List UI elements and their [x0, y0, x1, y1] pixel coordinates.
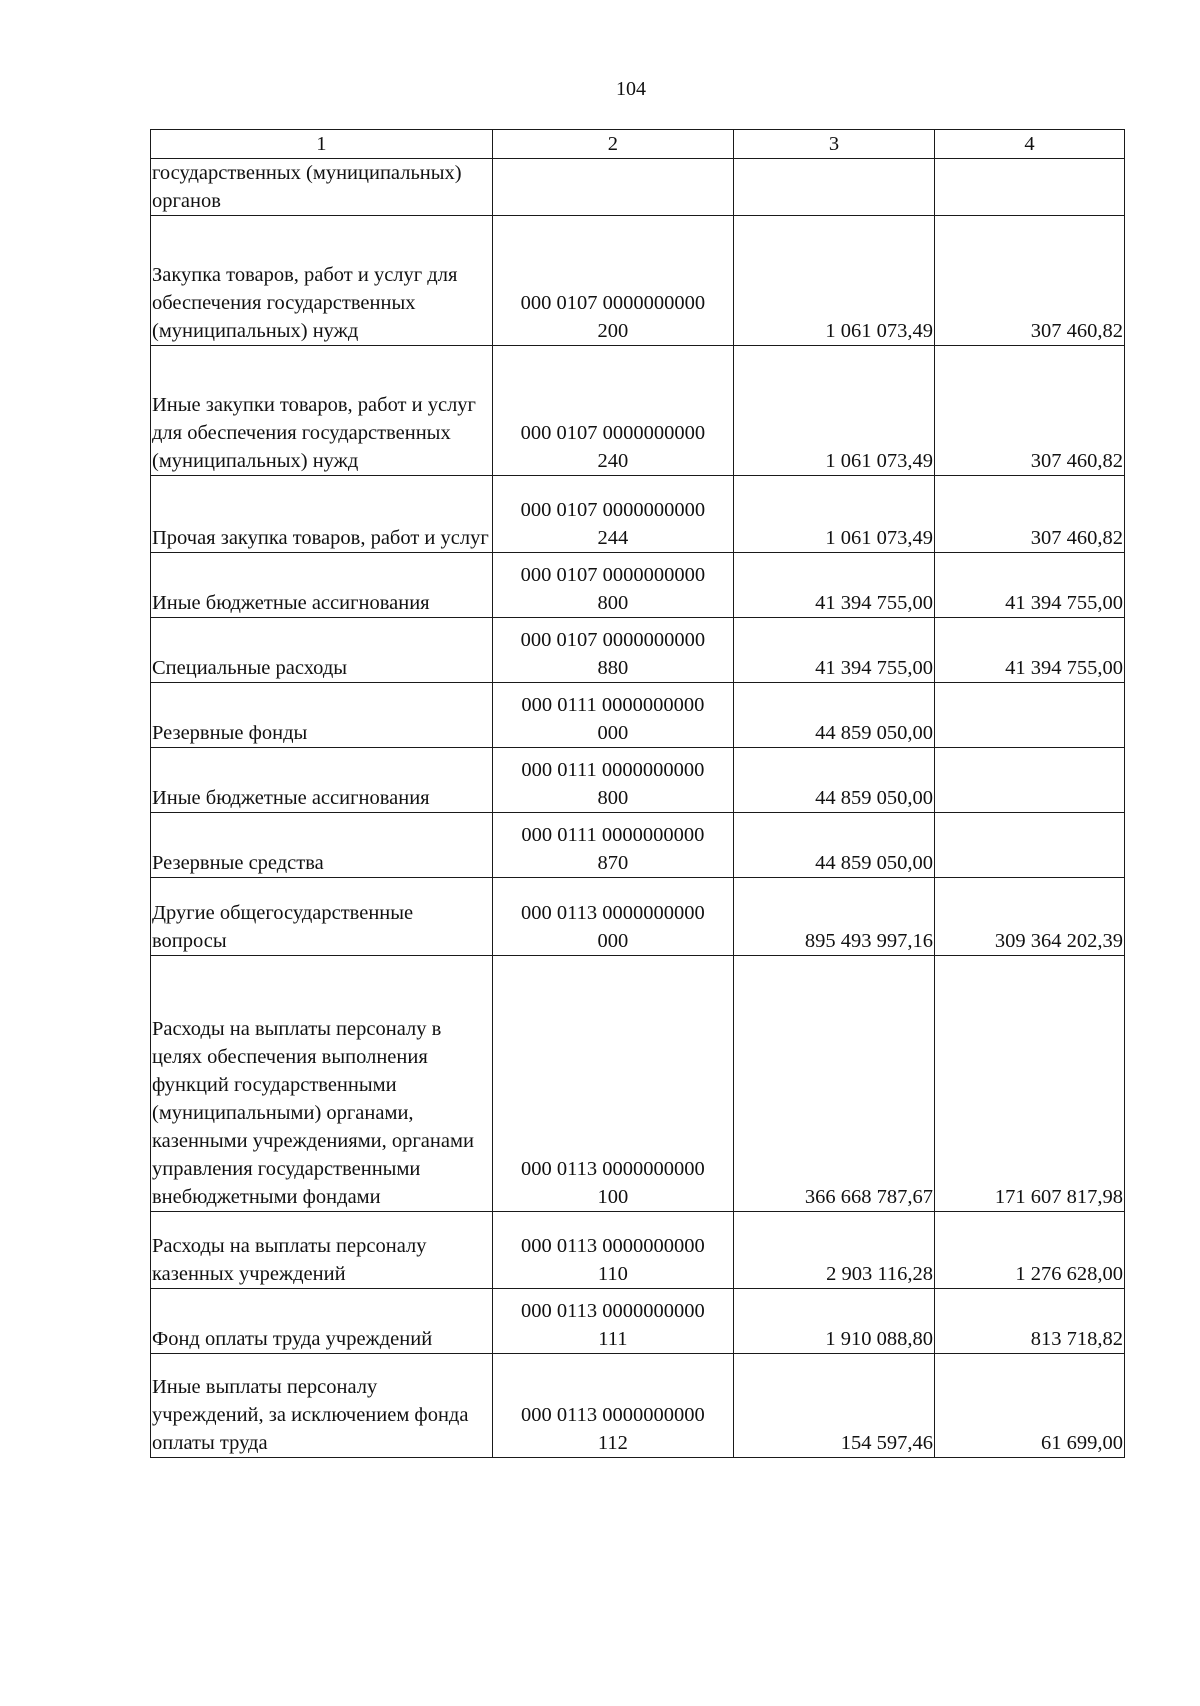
table-row — [151, 159, 1125, 216]
row-value-col3: 1 061 073,49 — [733, 346, 934, 476]
row-value-col4: 813 718,82 — [935, 1289, 1125, 1354]
row-name: Специальные расходы — [151, 618, 493, 683]
row-name: Иные выплаты персоналу учреждений, за исключением фонда оплаты труда — [151, 1354, 493, 1458]
row-code — [492, 618, 733, 683]
row-name: Другие общегосударственные вопросы — [151, 878, 493, 956]
page-number: 104 — [616, 78, 646, 100]
table-row — [151, 748, 1125, 813]
header-row — [151, 130, 1125, 159]
table-row — [151, 683, 1125, 748]
row-name: Закупка товаров, работ и услуг для обеспечения государственных (муниципальных) нужд — [151, 216, 493, 346]
row-code — [492, 346, 733, 476]
column-header-1: 1 — [151, 130, 493, 159]
row-code — [492, 683, 733, 748]
row-value-col3: 1 061 073,49 — [733, 476, 934, 553]
row-code-suffix: 111 — [598, 1328, 628, 1350]
row-name: Расходы на выплаты персоналу казенных учреждений — [151, 1212, 493, 1289]
row-value-col4: 61 699,00 — [935, 1354, 1125, 1458]
row-name: Резервные средства — [151, 813, 493, 878]
row-value-col4 — [935, 683, 1125, 748]
row-value-col3: 44 859 050,00 — [733, 813, 934, 878]
row-code-main: 000 0113 0000000000 — [520, 1300, 705, 1322]
row-code — [492, 1289, 733, 1354]
row-code — [492, 813, 733, 878]
table-row — [151, 216, 1125, 346]
row-code-main: 000 0107 0000000000 — [520, 564, 706, 586]
table-row — [151, 813, 1125, 878]
row-code-main: 000 0107 0000000000 — [520, 629, 706, 651]
row-code-main: 000 0113 0000000000 — [520, 1235, 705, 1257]
row-code — [492, 476, 733, 553]
row-name: Расходы на выплаты персоналу в целях обеспечения выполнения функций государственными (муниципальными) органами, казенными учреждениями, органами управления государственными внебюджетными фондами — [151, 956, 493, 1212]
row-value-col4: 41 394 755,00 — [935, 553, 1125, 618]
row-value-col4 — [935, 159, 1125, 216]
row-value-col3: 895 493 997,16 — [733, 878, 934, 956]
row-code — [492, 1212, 733, 1289]
row-code — [492, 956, 733, 1212]
row-code-main: 000 0113 0000000000 — [520, 902, 705, 924]
row-code-suffix: 110 — [597, 1263, 628, 1285]
row-value-col3: 1 910 088,80 — [733, 1289, 934, 1354]
row-code-suffix: 100 — [597, 1186, 629, 1208]
row-code-main: 000 0111 0000000000 — [521, 759, 705, 781]
budget-table — [150, 129, 1125, 1458]
row-name: Фонд оплаты труда учреждений — [151, 1289, 493, 1354]
row-code — [492, 216, 733, 346]
row-value-col4: 1 276 628,00 — [935, 1212, 1125, 1289]
row-code-main: 000 0111 0000000000 — [521, 694, 705, 716]
row-code-suffix: 800 — [597, 787, 629, 809]
row-code-suffix: 880 — [597, 657, 629, 679]
row-value-col3 — [733, 159, 934, 216]
row-value-col3: 366 668 787,67 — [733, 956, 934, 1212]
row-value-col3: 41 394 755,00 — [733, 553, 934, 618]
row-name: Иные закупки товаров, работ и услуг для обеспечения государственных (муниципальных) нужд — [151, 346, 493, 476]
table-row — [151, 956, 1125, 1212]
row-code — [492, 1354, 733, 1458]
row-code-main: 000 0111 0000000000 — [521, 824, 705, 846]
row-code-main: 000 0107 0000000000 — [520, 422, 706, 444]
row-value-col3: 41 394 755,00 — [733, 618, 934, 683]
row-name: Иные бюджетные ассигнования — [151, 748, 493, 813]
table-row — [151, 1354, 1125, 1458]
table-row — [151, 1212, 1125, 1289]
row-value-col4: 307 460,82 — [935, 476, 1125, 553]
row-code — [492, 159, 733, 216]
row-name: государственных (муниципальных) органов — [151, 159, 493, 216]
table-row — [151, 346, 1125, 476]
row-value-col4: 41 394 755,00 — [935, 618, 1125, 683]
row-value-col3: 2 903 116,28 — [733, 1212, 934, 1289]
row-value-col4: 307 460,82 — [935, 216, 1125, 346]
row-code-suffix: 800 — [597, 592, 629, 614]
row-value-col4 — [935, 813, 1125, 878]
table-row — [151, 1289, 1125, 1354]
column-header-4: 4 — [935, 130, 1125, 159]
row-code-suffix: 200 — [597, 320, 629, 342]
table-row — [151, 878, 1125, 956]
row-value-col4: 171 607 817,98 — [935, 956, 1125, 1212]
row-code-main: 000 0107 0000000000 — [520, 499, 706, 521]
row-value-col3: 154 597,46 — [733, 1354, 934, 1458]
row-value-col3: 44 859 050,00 — [733, 683, 934, 748]
row-value-col4: 309 364 202,39 — [935, 878, 1125, 956]
row-value-col4 — [935, 748, 1125, 813]
row-code-suffix: 112 — [597, 1432, 628, 1454]
row-name: Резервные фонды — [151, 683, 493, 748]
row-code-suffix: 000 — [597, 930, 629, 952]
row-value-col3: 44 859 050,00 — [733, 748, 934, 813]
row-name: Прочая закупка товаров, работ и услуг — [151, 476, 493, 553]
table-row — [151, 618, 1125, 683]
row-code-suffix: 240 — [597, 450, 629, 472]
row-code-suffix: 244 — [597, 527, 629, 549]
column-header-2: 2 — [492, 130, 733, 159]
table-row — [151, 476, 1125, 553]
row-code — [492, 748, 733, 813]
row-code-main: 000 0113 0000000000 — [520, 1158, 705, 1180]
row-code — [492, 553, 733, 618]
row-code-suffix: 870 — [597, 852, 629, 874]
row-value-col3: 1 061 073,49 — [733, 216, 934, 346]
row-code — [492, 878, 733, 956]
row-name: Иные бюджетные ассигнования — [151, 553, 493, 618]
row-code-suffix: 000 — [597, 722, 629, 744]
row-value-col4: 307 460,82 — [935, 346, 1125, 476]
table-row — [151, 553, 1125, 618]
column-header-3: 3 — [733, 130, 934, 159]
row-code-main: 000 0113 0000000000 — [520, 1404, 705, 1426]
row-code-main: 000 0107 0000000000 — [520, 292, 706, 314]
